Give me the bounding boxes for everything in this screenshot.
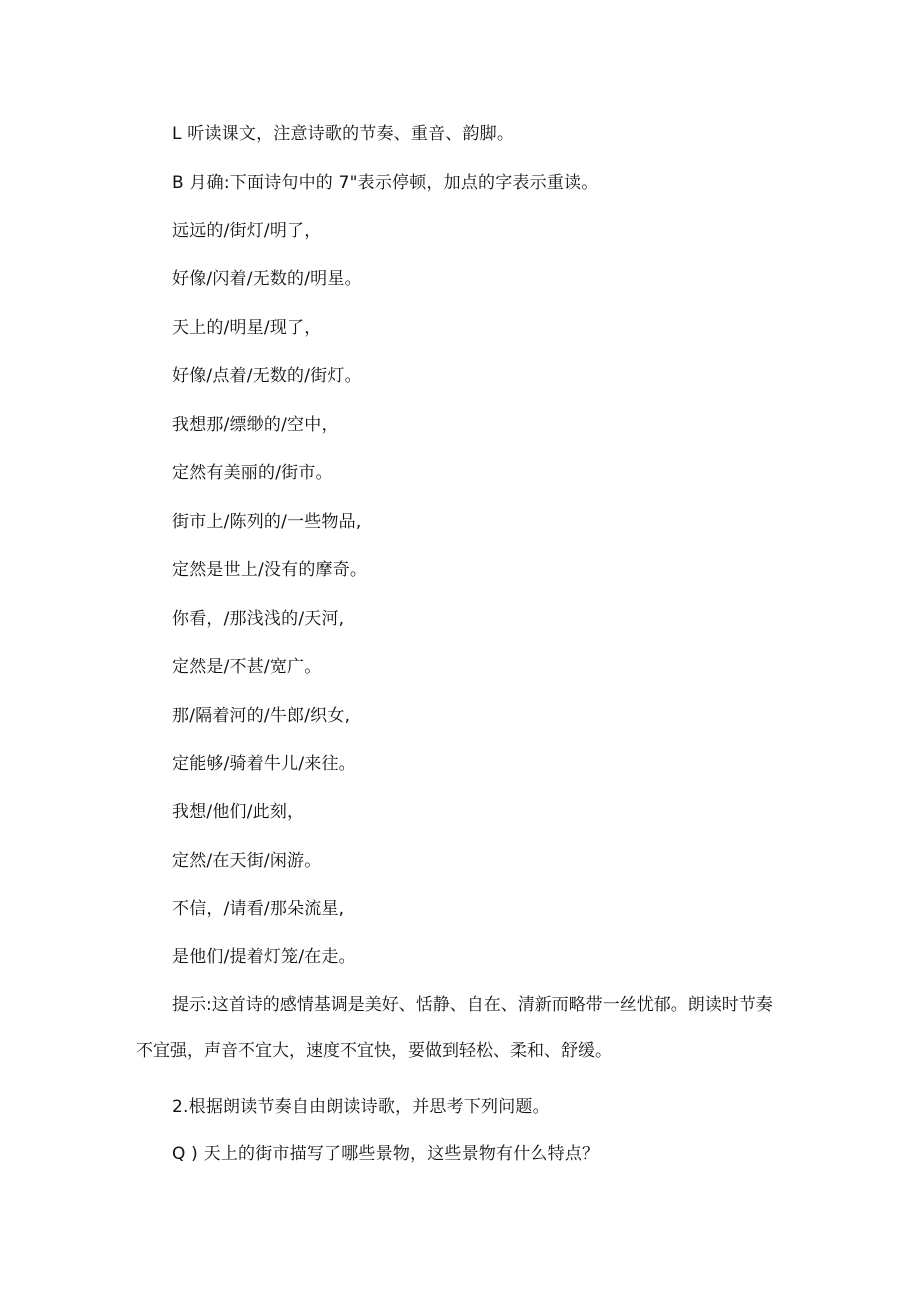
poem-line: 街市上/陈列的/一些物品,: [172, 512, 362, 532]
poem-line: 不信，/请看/那朵流星,: [172, 899, 345, 919]
poem-line: 我想那/缥缈的/空中，: [172, 415, 339, 435]
poem-line: 定然是世上/没有的摩奇。: [172, 560, 368, 580]
poem-line: 好像/点着/无数的/街灯。: [172, 366, 362, 386]
poem-line: 是他们/提着灯笼/在走。: [172, 947, 356, 967]
poem-line: 好像/闪着/无数的/明星。: [172, 269, 362, 289]
poem-line: 远远的/街灯/明了，: [172, 221, 322, 241]
poem-line: 定然有美丽的/街市。: [172, 463, 333, 483]
poem-line: 你看，/那浅浅的/天河,: [172, 609, 345, 629]
poem-line: 那/隔着河的/牛郎/织女,: [172, 706, 351, 726]
reading-hint: [136, 994, 786, 1062]
question-1: Q ) 天上的街市描写了哪些景物，这些景物有什么特点？: [172, 1144, 600, 1164]
poem-line: 我想/他们/此刻，: [172, 802, 305, 822]
reading-hint-line: 提示:这首诗的感情基调是美好、恬静、自在、清新而略带一丝忧郁。朗读时节奏: [172, 995, 773, 1015]
reading-hint-line: 不宜强，声音不宜大，速度不宜快，要做到轻松、柔和、舒缓。: [136, 1041, 612, 1061]
instruction-pause-marks: B 月确:下面诗句中的 7"表示停顿，加点的字表示重读。: [172, 173, 599, 193]
poem-line: 定然/在天街/闲游。: [172, 851, 322, 871]
poem-line: 天上的/明星/现了，: [172, 318, 322, 338]
poem-line: 定能够/骑着牛儿/来往。: [172, 754, 356, 774]
instruction-listen: L 听读课文，注意诗歌的节奏、重音、韵脚。: [172, 124, 515, 144]
poem-line: 定然是/不甚/宽广。: [172, 657, 322, 677]
instruction-free-reading: 2.根据朗读节奏自由朗读诗歌，并思考下列问题。: [172, 1097, 550, 1117]
